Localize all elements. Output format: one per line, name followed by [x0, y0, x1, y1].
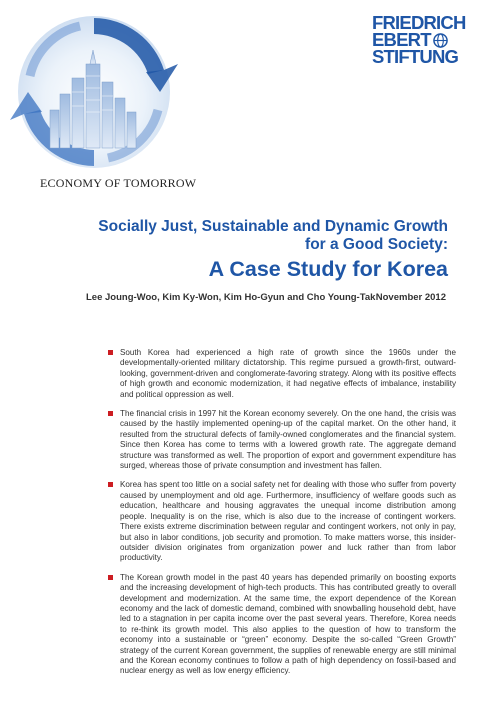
- bullet-square-icon: [108, 575, 113, 580]
- bullet-text: South Korea had experienced a high rate of growth since the 1960s under the developmentally-oriented military dictatorship. This regime pursued a growth-first, outward-looking, government-driven and conglomerate-favoring strategy. Along with its positive effects of high growth and economic modernization, it had negative effects of imbalance, instability and political oppression as well.: [120, 348, 456, 399]
- bullet-text: Korea has spent too little on a social safety net for dealing with those who suffer from poverty caused by unemployment and old age. Furthermore, insufficiency of welfare goods such as education, healthcare and housing aggravates the unequal income distribution among people. Inequality is on the rise, which is also due to the increase of contingent workers. There exists extreme discrimination between regular and contingent workers, not only in pay, but also in labor conditions, job security and promotion. To make matters worse, this insider-outsider division originates from organization power and luck rather than from labor productivity.: [120, 480, 456, 563]
- fes-logo: [372, 14, 492, 65]
- authors: Lee Joung-Woo, Kim Ky-Won, Kim Ho-Gyun and Cho Young-Tak: [86, 292, 376, 303]
- title-line-1: Socially Just, Sustainable and Dynamic Growth: [98, 218, 448, 235]
- bullet-text: The Korean growth model in the past 40 years has depended primarily on boosting exports and the increasing development of high-tech products. This has contributed greatly to overall development and modernization. At the same time, the export dependence of the Korean economy and the lack of domestic demand, combined with snowballing household debt, have led to a stagnation in per capita income over the past several years. Therefore, Korea needs to re-think its growth model. This also applies to the question of how to transform the economy into a sustainable or “green” economy. Despite the so-called “Green Growth” strategy of the current Korean government, the supplies of renewable energy are still minimal and the Korean economy continues to follow a path of high dependency on fossil-based and nuclear energy as well as low energy efficiency.: [120, 572, 456, 676]
- cover-illustration: [10, 6, 178, 174]
- list-item: [108, 573, 456, 677]
- bullet-square-icon: [108, 350, 113, 355]
- logo-line-3: STIFTUNG: [372, 46, 459, 67]
- series-title: ECONOMY OF TOMORROW: [40, 176, 197, 190]
- list-item: [108, 480, 456, 563]
- bullet-square-icon: [108, 482, 113, 487]
- logo-line-1: FRIEDRICH: [372, 12, 466, 33]
- summary-list: [108, 348, 456, 686]
- byline: [86, 292, 446, 303]
- document-title: [98, 218, 448, 282]
- list-item: [108, 348, 456, 400]
- list-item: [108, 409, 456, 471]
- title-line-2: for a Good Society:: [305, 236, 448, 253]
- title-main: A Case Study for Korea: [208, 257, 448, 281]
- bullet-square-icon: [108, 411, 113, 416]
- bullet-text: The financial crisis in 1997 hit the Korean economy severely. On the one hand, the crisis was caused by the hastily implemented opening-up of the capital market. On the other hand, it resulted from the structural defects of family-owned conglomerates and the financial system. Since then Korea has come to terms with a lowered growth rate. The aggregate demand structure was transformed as well. The proportion of export and government expenditure has surged, whereas those of private consumption and investment has fallen.: [120, 409, 456, 471]
- logo-line-2: EBERT: [372, 29, 431, 50]
- publication-date: November 2012: [375, 292, 446, 303]
